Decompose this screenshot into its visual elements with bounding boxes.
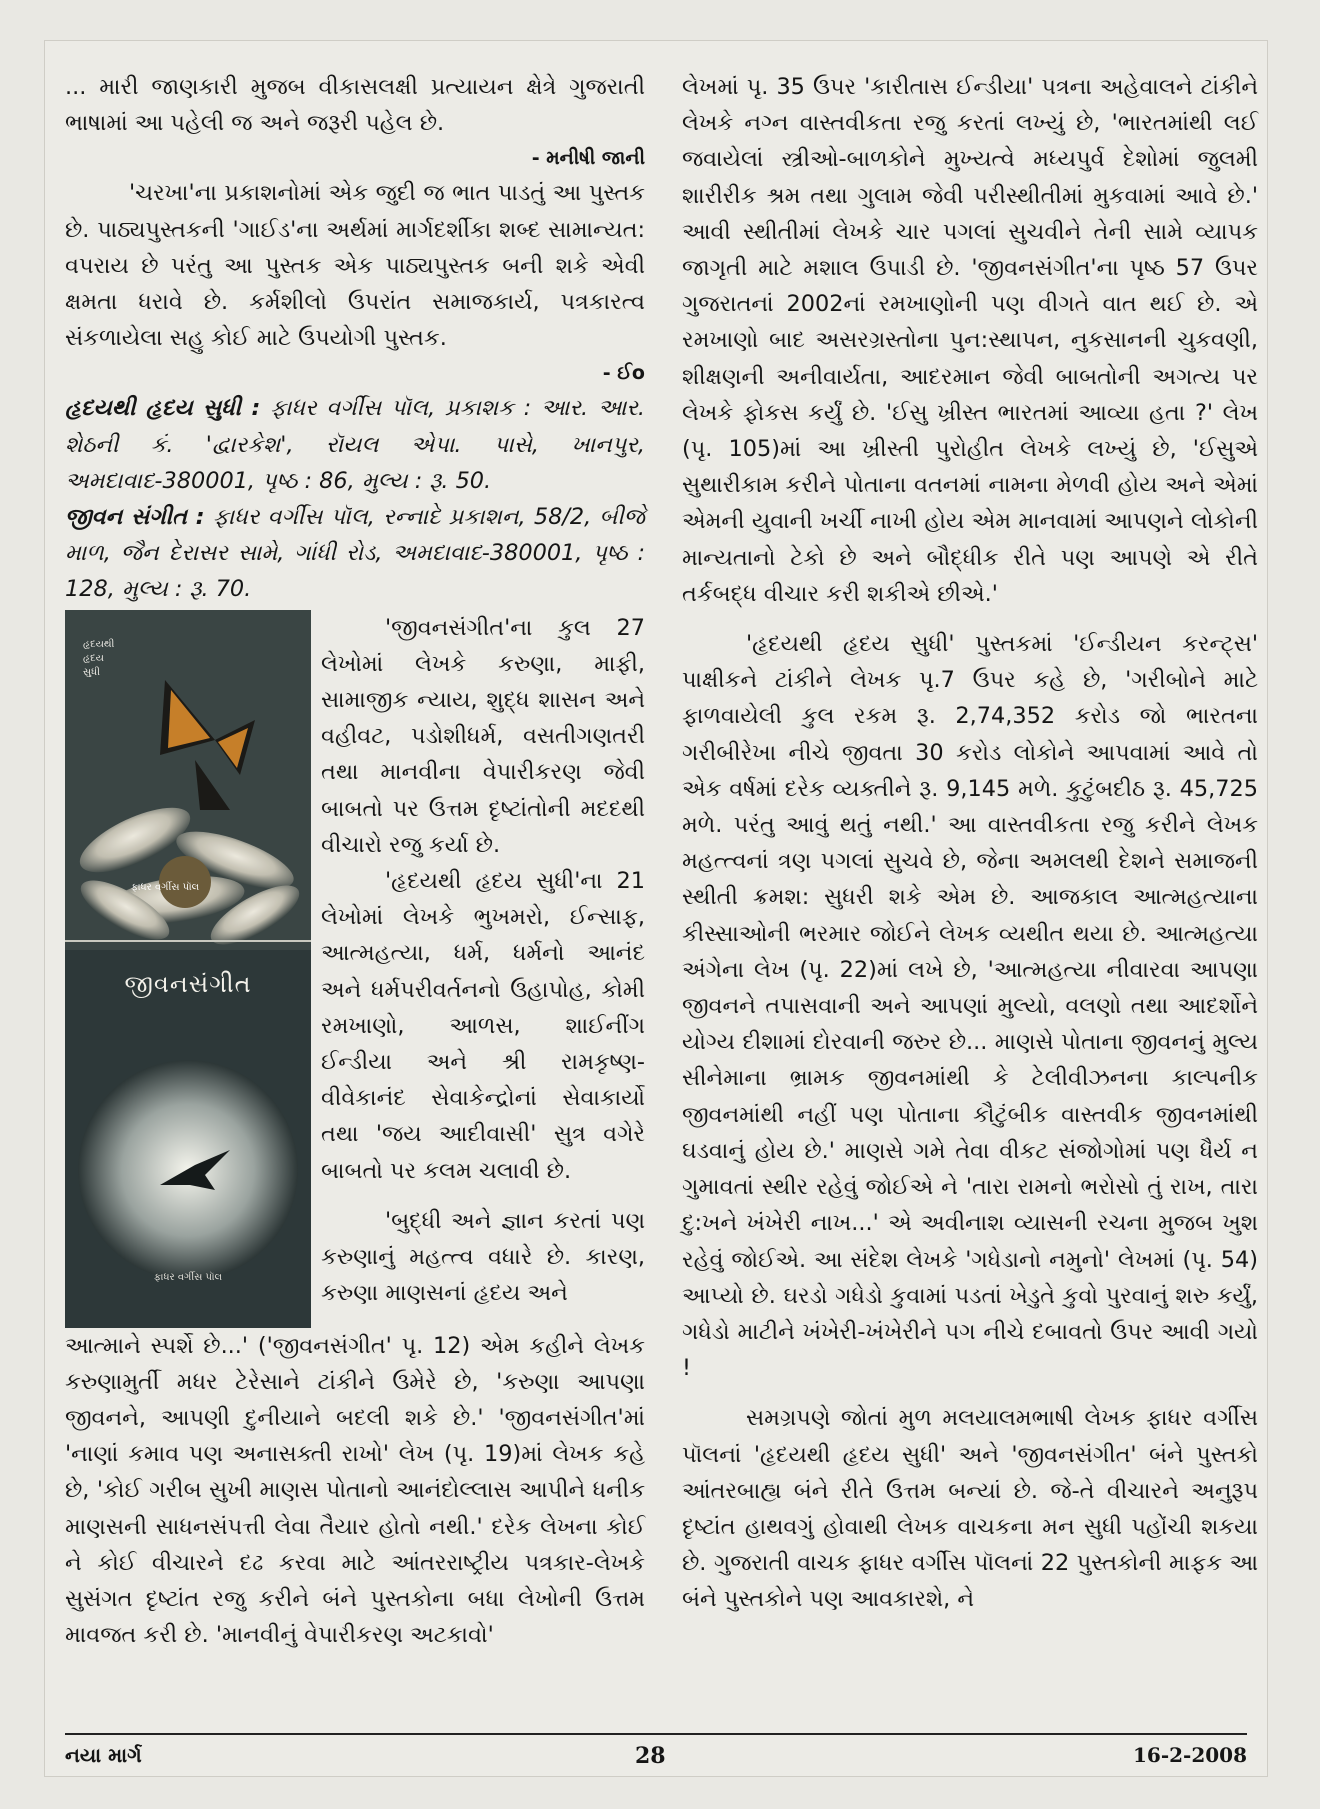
bibliography-jivan-sangit-title: જીવન સંગીત : [65,504,205,531]
bibliography-hridaythi [65,390,645,499]
left-column [65,69,645,1653]
cover-small-title-line: સુધી [83,666,100,678]
intro-paragraph: ... મારી જાણકારી મુજબ વીકાસલક્ષી પ્રત્યાયન ક્ષેત્રે ગુજરાતી ભાષામાં આ પહેલી જ અને જરૂરી પહેલ છે. [65,74,645,137]
poverty-paragraph: 'હૃદયથી હૃદય સુધી' પુસ્તકમાં 'ઈન્ડીયન કરન્ટ્સ' પાક્ષીકને ટાંકીને લેખક પૃ.7 ઉપર કહે છે, 'ગરીબોને માટે ફાળવાયેલી કુલ રકમ રૂ. 2,74,352 કરોડ જો ભારતના ગરીબીરેખા નીચે જીવતા 30 કરોડ લોકોને આપવામાં આવે તો એક વર્ષમાં દરેક વ્યક્તીને રૂ. 9,145 મળે. કુટુંબદીઠ રૂ. 45,725 મળે. પરંતુ આવું થતું નથી.' આ વાસ્તવીકતા રજુ કરીને લેખક મહત્ત્વનાં ત્રણ પગલાં સુચવે છે, જેના અમલથી દેશને સમાજની સ્થીતી ક્રમશ: સુધરી શકે એમ છે. આજકાલ આત્મહત્યાના કીસ્સાઓની ભરમાર જોઈને લેખક વ્યથીત થયા છે. આત્મહત્યા અંગેના લેખ (પૃ. 22)માં લખે છે, 'આત્મહત્યા નીવારવા આપણા જીવનને તપાસવાની અને આપણાં મુલ્યો, વલણો તથા આદર્શોને યોગ્ય દીશામાં દોરવાની જરુર છે... માણસે પોતાના જીવનનું મુલ્ય સીનેમાના ભ્રામક જીવનમાંથી કે ટેલીવીઝનના કાલ્પનીક જીવનમાંથી નહીં પણ પોતાના કૌટુંબીક વાસ્તવીક જીવનમાંથી ઘડવાનું હોય છે.' માણસે ગમે તેવા વીકટ સંજોગોમાં પણ ધૈર્ય ન ગુમાવતાં સ્થીર રહેવું જોઈએ ને 'તારા રામનો ભરોસો તું રાખ, તારા દુ:ખને ખંખેરી નાખ...' એ અવીનાશ વ્યાસની રચના મુજબ ખુશ રહેવું જોઈએ. આ સંદેશ લેખકે 'ગધેડાનો નમુનો' લેખમાં (પૃ. 54) આપ્યો છે. ઘરડો ગધેડો કુવામાં પડતાં ખેડુતે કુવો પુરવાનું શરુ કર્યું, ગધેડો માટીને ખંખેરી-ખંખેરીને પગ નીચે દબાવતો ઉપર આવી ગયો ! [682,631,1258,1382]
page-number: 28 [635,1743,666,1769]
issue-date: 16-2-2008 [1132,1743,1247,1767]
cover-title: જીવનસંગીત [124,969,252,998]
cover-small-title-line: હૃદયથી [83,638,115,650]
bibliography-hridaythi-title: હૃદયથી હૃદય સુધી : [65,395,261,422]
karuna-quote-continued: આત્માને સ્પર્શે છે...' ('જીવનસંગીત' પૃ. 12) એમ કહીને લેખક કરુણામુર્તી મધર ટેરેસાને ટાંકીને ઉમેરે છે, 'કરુણા આપણા જીવનને, આપણી દુનીયાને બદલી શકે છે.' 'જીવનસંગીત'માં 'નાણાં કમાવ પણ અનાસક્તી રાખો' લેખ (પૃ. 19)માં લેખક કહે છે, 'કોઈ ગરીબ સુખી માણસ પોતાનો આનંદોલ્લાસ આપીને ધનીક માણસની સાધનસંપત્તી લેવા તૈયાર હોતો નથી.' દરેક લેખના કોઈ ને કોઈ વીચારને દઢ કરવા માટે આંતરરાષ્ટ્રીય પત્રકાર-લેખકે સુસંગત દૃષ્ટાંત રજુ કરીને બંને પુસ્તકોના બધા લેખોની ઉત્તમ માવજત કરી છે. 'માનવીનું વેપારીકરણ અટકાવો' [65,1332,645,1649]
book-cover-image [65,610,311,1328]
hridaythi-summary: 'હૃદયથી હૃદય સુધી'ના 21 લેખોમાં લેખકે ભુખમરો, ઈન્સાફ, આત્મહત્યા, ધર્મ, ધર્મનો આનંદ અને ધર્મપરીવર્તનનો ઉહાપોહ, કોમી રમખાણો, આળસ, શાઈનીંગ ઈન્ડીયા અને શ્રી રામકૃષ્ણ-વીવેકાનંદ સેવાકેન્દ્રોનાં સેવાકાર્યો તથા 'જય આદીવાસી' સુત્ર વગેરે બાબતો પર કલમ ચલાવી છે. [321,868,645,1184]
cover-and-text-row [65,610,645,1328]
conclusion-paragraph: સમગ્રપણે જોતાં મુળ મલયાલમભાષી લેખક ફાધર વર્ગીસ પૉલનાં 'હૃદયથી હૃદય સુધી' અને 'જીવનસંગીત' બંને પુસ્તકો આંતરબાહ્ય બંને રીતે ઉત્તમ બન્યાં છે. જે-તે વીચારને અનુરૂપ દૃષ્ટાંત હાથવગું હોવાથી લેખક વાચકના મન સુધી પહોંચી શકયા છે. ગુજરાતી વાચક ફાધર વર્ગીસ પૉલનાં 22 પુસ્તકોની માફક આ બંને પુસ્તકોને પણ આવકારશે, ને [682,1405,1258,1613]
bibliography-jivan-sangit-details: ફાધર વર્ગીસ પૉલ, રન્નાદે પ્રકાશન, 58/2, બીજે માળ, જૈન દેરાસર સામે, ગાંધી રોડ, અમદાવાદ-380001, પૃષ્ઠ : 128, મુલ્ય : રૂ. 70. [65,504,645,603]
karuna-quote-start: 'બુદ્ધી અને જ્ઞાન કરતાં પણ કરુણાનું મહત્ત્વ વધારે છે. કારણ, કરુણા માણસનાં હૃદય અને [321,1207,645,1307]
bibliography-jivan-sangit [65,499,645,608]
cover-small-title-line: હૃદય [83,652,104,664]
cover-small-title [83,638,114,680]
bibliography-hridaythi-details: ફાધર વર્ગીસ પૉલ, પ્રકાશક : આર. આર. શેઠની કં. 'દ્વારકેશ', રૉયલ એપા. પાસે, ખાનપુર, અમદાવાદ-380001, પૃષ્ઠ : 86, મુલ્ય : રૂ. 50. [65,395,645,494]
footer-divider [65,1733,1247,1735]
page-content [44,40,1268,1777]
cover-author-middle: ફાધર વર્ગીસ પૉલ [131,881,200,893]
right-column [682,69,1258,1618]
beside-cover-text [321,610,645,1328]
cover-author-bottom: ફાધર વર્ગીસ પૉલ [153,1271,223,1283]
signature-manishi-jani: - મનીષી જાની [531,147,645,170]
jivan-sangit-summary: 'જીવનસંગીત'ના કુલ 27 લેખોમાં લેખકે કરુણા, માફી, સામાજીક ન્યાય, શુદ્ધ શાસન અને વહીવટ, પડોશીધર્મ, વસતીગણતરી તથા માનવીના વેપારીકરણ જેવી બાબતો પર ઉત્તમ દૃષ્ટાંતોની મદદથી વીચારો રજુ કર્યા છે. [321,614,645,858]
magazine-name: નયા માર્ગ [65,1743,142,1767]
caritas-paragraph: લેખમાં પૃ. 35 ઉપર 'કારીતાસ ઈન્ડીયા' પત્રના અહેવાલને ટાંકીને લેખકે નગ્ન વાસ્તવીકતા રજુ કરતાં લખ્યું છે, 'ભારતમાંથી લઈ જવાયેલાં સ્ત્રીઓ-બાળકોને મુખ્યત્વે મધ્યપુર્વ દેશોમાં જુલમી શારીરીક શ્રમ તથા ગુલામ જેવી પરીસ્થીતીમાં મુકવામાં આવે છે.' આવી સ્થીતીમાં લેખકે ચાર પગલાં સુચવીને તેની સામે વ્યાપક જાગૃતી માટે મશાલ ઉપાડી છે. 'જીવનસંગીત'ના પૃષ્ઠ 57 ઉપર ગુજરાતનાં 2002નાં રમખાણોની પણ વીગતે વાત થઈ છે. એ રમખાણો બાદ અસરગ્રસ્તોના પુન:સ્થાપન, નુકસાનની ચુકવણી, શીક્ષણની અનીવાર્યતા, આદરમાન જેવી બાબતોની અગત્ય પર લેખકે ફોકસ કર્યું છે. 'ઈસુ ખ્રીસ્ત ભારતમાં આવ્યા હતા ?' લેખ (પૃ. 105)માં આ ખ્રીસ્તી પુરોહીત લેખકે લખ્યું છે, 'ઈસુએ સુથારીકામ કરીને પોતાના વતનમાં નામના મેળવી હોય અને એમાં એમની યુવાની ખર્ચી નાખી હોય એમ માનવામાં આપણને લોકોની માન્યતાનો ટેકો છે અને બૌદ્ધીક રીતે પણ આપણે એ રીતે તર્કબદ્ધ વીચાર કરી શકીએ છીએ.' [682,74,1258,607]
charkha-paragraph: 'ચરખા'ના પ્રકાશનોમાં એક જુદી જ ભાત પાડતું આ પુસ્તક છે. પાઠ્યપુસ્તકની 'ગાઈડ'ના અર્થમાં માર્ગદર્શીકા શબ્દ સામાન્યત: વપરાય છે પરંતુ આ પુસ્તક એક પાઠ્યપુસ્તક બની શકે એવી ક્ષમતા ધરાવે છે. કર્મશીલો ઉપરાંત સમાજકાર્ય, પત્રકારત્વ સંકળાયેલા સહુ કોઈ માટે ઉપયોગી પુસ્તક. [65,180,645,352]
signature-editor: - ઈo [602,362,645,385]
